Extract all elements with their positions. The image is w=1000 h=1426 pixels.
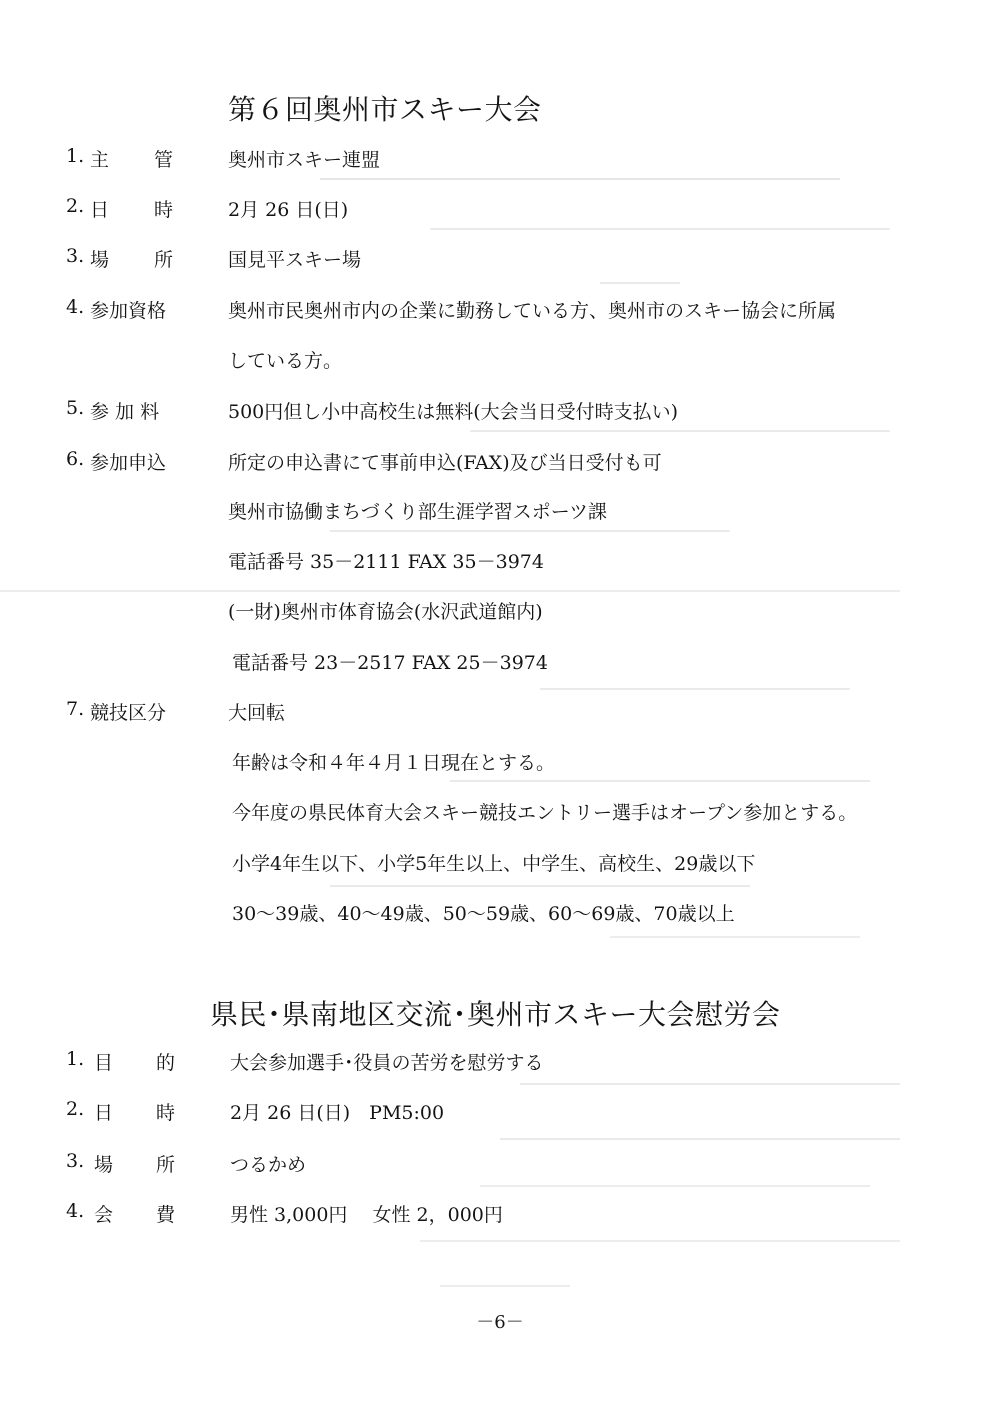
section1-item-categories (0, 698, 1000, 728)
item-label-char: 費 (156, 1204, 176, 1226)
section2-title: 県民･県南地区交流･奥州市スキー大会慰労会 (210, 998, 781, 1031)
item-label (66, 1048, 216, 1078)
scan-artifact (470, 430, 890, 432)
item-label-char: 場 (94, 1154, 114, 1176)
section1-item-eligibility (0, 296, 1000, 326)
item-label (66, 1200, 216, 1230)
page-number: －6－ (476, 1312, 524, 1333)
item-value-continued: 小学4年生以下、小学5年生以上、中学生、高校生、29歳以下 (232, 853, 756, 875)
scan-artifact (440, 1285, 570, 1287)
application-line (0, 497, 1000, 527)
item-value: 2月 26 日(日) PM5:00 (230, 1102, 445, 1124)
scan-artifact (330, 530, 730, 532)
section1-item-venue (0, 245, 1000, 275)
scan-artifact (610, 936, 860, 938)
item-value: 国見平スキー場 (228, 249, 362, 271)
scan-artifact (600, 282, 680, 284)
categories-line (0, 899, 1000, 929)
item-label-text: 参加資格 (90, 300, 167, 322)
item-value: つるかめ (230, 1154, 307, 1176)
item-label-char: 時 (156, 1102, 176, 1124)
scan-artifact (0, 590, 900, 592)
item-label (66, 698, 216, 728)
scan-artifact (320, 178, 840, 180)
item-label (66, 245, 216, 275)
scan-artifact (540, 688, 850, 690)
section2-item-purpose (0, 1048, 1000, 1078)
item-label-char: 場 (90, 249, 110, 271)
section1-item-eligibility-continued (0, 346, 1000, 376)
item-value: 大会参加選手･役員の苦労を慰労する (230, 1052, 544, 1074)
item-label-char: 管 (154, 149, 174, 171)
section1-item-datetime (0, 195, 1000, 225)
section2-item-venue (0, 1150, 1000, 1180)
scan-artifact (480, 1185, 870, 1187)
item-value-continued: 電話番号 35－2111 FAX 35－3974 (228, 551, 544, 573)
scan-artifact (450, 780, 870, 782)
item-value-continued: (一財)奥州市体育協会(水沢武道館内) (228, 601, 543, 623)
item-label-char: 所 (154, 249, 174, 271)
item-value: 男性 3,000円 女性 2，000円 (230, 1204, 503, 1226)
item-number: 2. (66, 195, 85, 217)
categories-line (0, 849, 1000, 879)
categories-line (0, 748, 1000, 778)
item-label-text: 参加申込 (90, 452, 167, 474)
item-number: 3. (66, 1150, 85, 1172)
scan-artifact (430, 228, 890, 230)
item-label (66, 195, 216, 225)
item-label (66, 448, 216, 478)
item-label-text: 競技区分 (90, 702, 167, 724)
item-label-char: 時 (154, 199, 174, 221)
item-value-continued: 今年度の県民体育大会スキー競技エントリー選手はオープン参加とする。 (232, 802, 858, 824)
section1-title: 第６回奥州市スキー大会 (228, 93, 542, 126)
item-value: 2月 26 日(日) (228, 199, 349, 221)
item-number: 2. (66, 1098, 85, 1120)
item-label-char: 目 (94, 1052, 114, 1074)
item-number: 6. (66, 448, 85, 470)
item-number: 7. (66, 698, 85, 720)
item-label (66, 1150, 216, 1180)
scan-artifact (520, 1083, 900, 1085)
item-label-char: 会 (94, 1204, 114, 1226)
section1-item-fee (0, 397, 1000, 427)
item-value: 奥州市民奥州市内の企業に勤務している方、奥州市のスキー協会に所属 (228, 300, 837, 322)
scan-artifact (420, 1240, 900, 1242)
item-label-char: 的 (156, 1052, 176, 1074)
application-line (0, 648, 1000, 678)
item-value-continued: 奥州市協働まちづくり部生涯学習スポーツ課 (228, 501, 608, 523)
item-label (66, 1098, 216, 1128)
item-label (66, 397, 216, 427)
item-label-char: 所 (156, 1154, 176, 1176)
scan-artifact (500, 1138, 900, 1140)
item-value: 500円但し小中高校生は無料(大会当日受付時支払い) (228, 401, 679, 423)
section2-item-datetime (0, 1098, 1000, 1128)
item-label (66, 296, 216, 326)
item-value: 大回転 (228, 702, 286, 724)
application-line (0, 547, 1000, 577)
item-number: 4. (66, 296, 85, 318)
item-value-continued: 30～39歳、40～49歳、50～59歳、60～69歳、70歳以上 (232, 903, 735, 925)
item-label-char: 日 (90, 199, 110, 221)
item-label (66, 145, 216, 175)
item-value: 奥州市スキー連盟 (228, 149, 381, 171)
item-value-continued: している方。 (228, 350, 343, 372)
item-label-char: 主 (90, 149, 110, 171)
item-value-continued: 年齢は令和４年４月１日現在とする。 (232, 752, 556, 774)
item-number: 4. (66, 1200, 85, 1222)
scan-artifact (330, 885, 750, 887)
item-label-char: 日 (94, 1102, 114, 1124)
item-value-continued: 電話番号 23－2517 FAX 25－3974 (232, 652, 548, 674)
section1-item-application (0, 448, 1000, 478)
item-number: 1. (66, 145, 85, 167)
application-line (0, 597, 1000, 627)
categories-line (0, 798, 1000, 828)
item-number: 3. (66, 245, 85, 267)
item-number: 1. (66, 1048, 85, 1070)
item-number: 5. (66, 397, 85, 419)
section2-item-fee (0, 1200, 1000, 1230)
item-value: 所定の申込書にて事前申込(FAX)及び当日受付も可 (228, 452, 662, 474)
item-label-text: 参 加 料 (90, 401, 160, 423)
section1-item-organizer (0, 145, 1000, 175)
